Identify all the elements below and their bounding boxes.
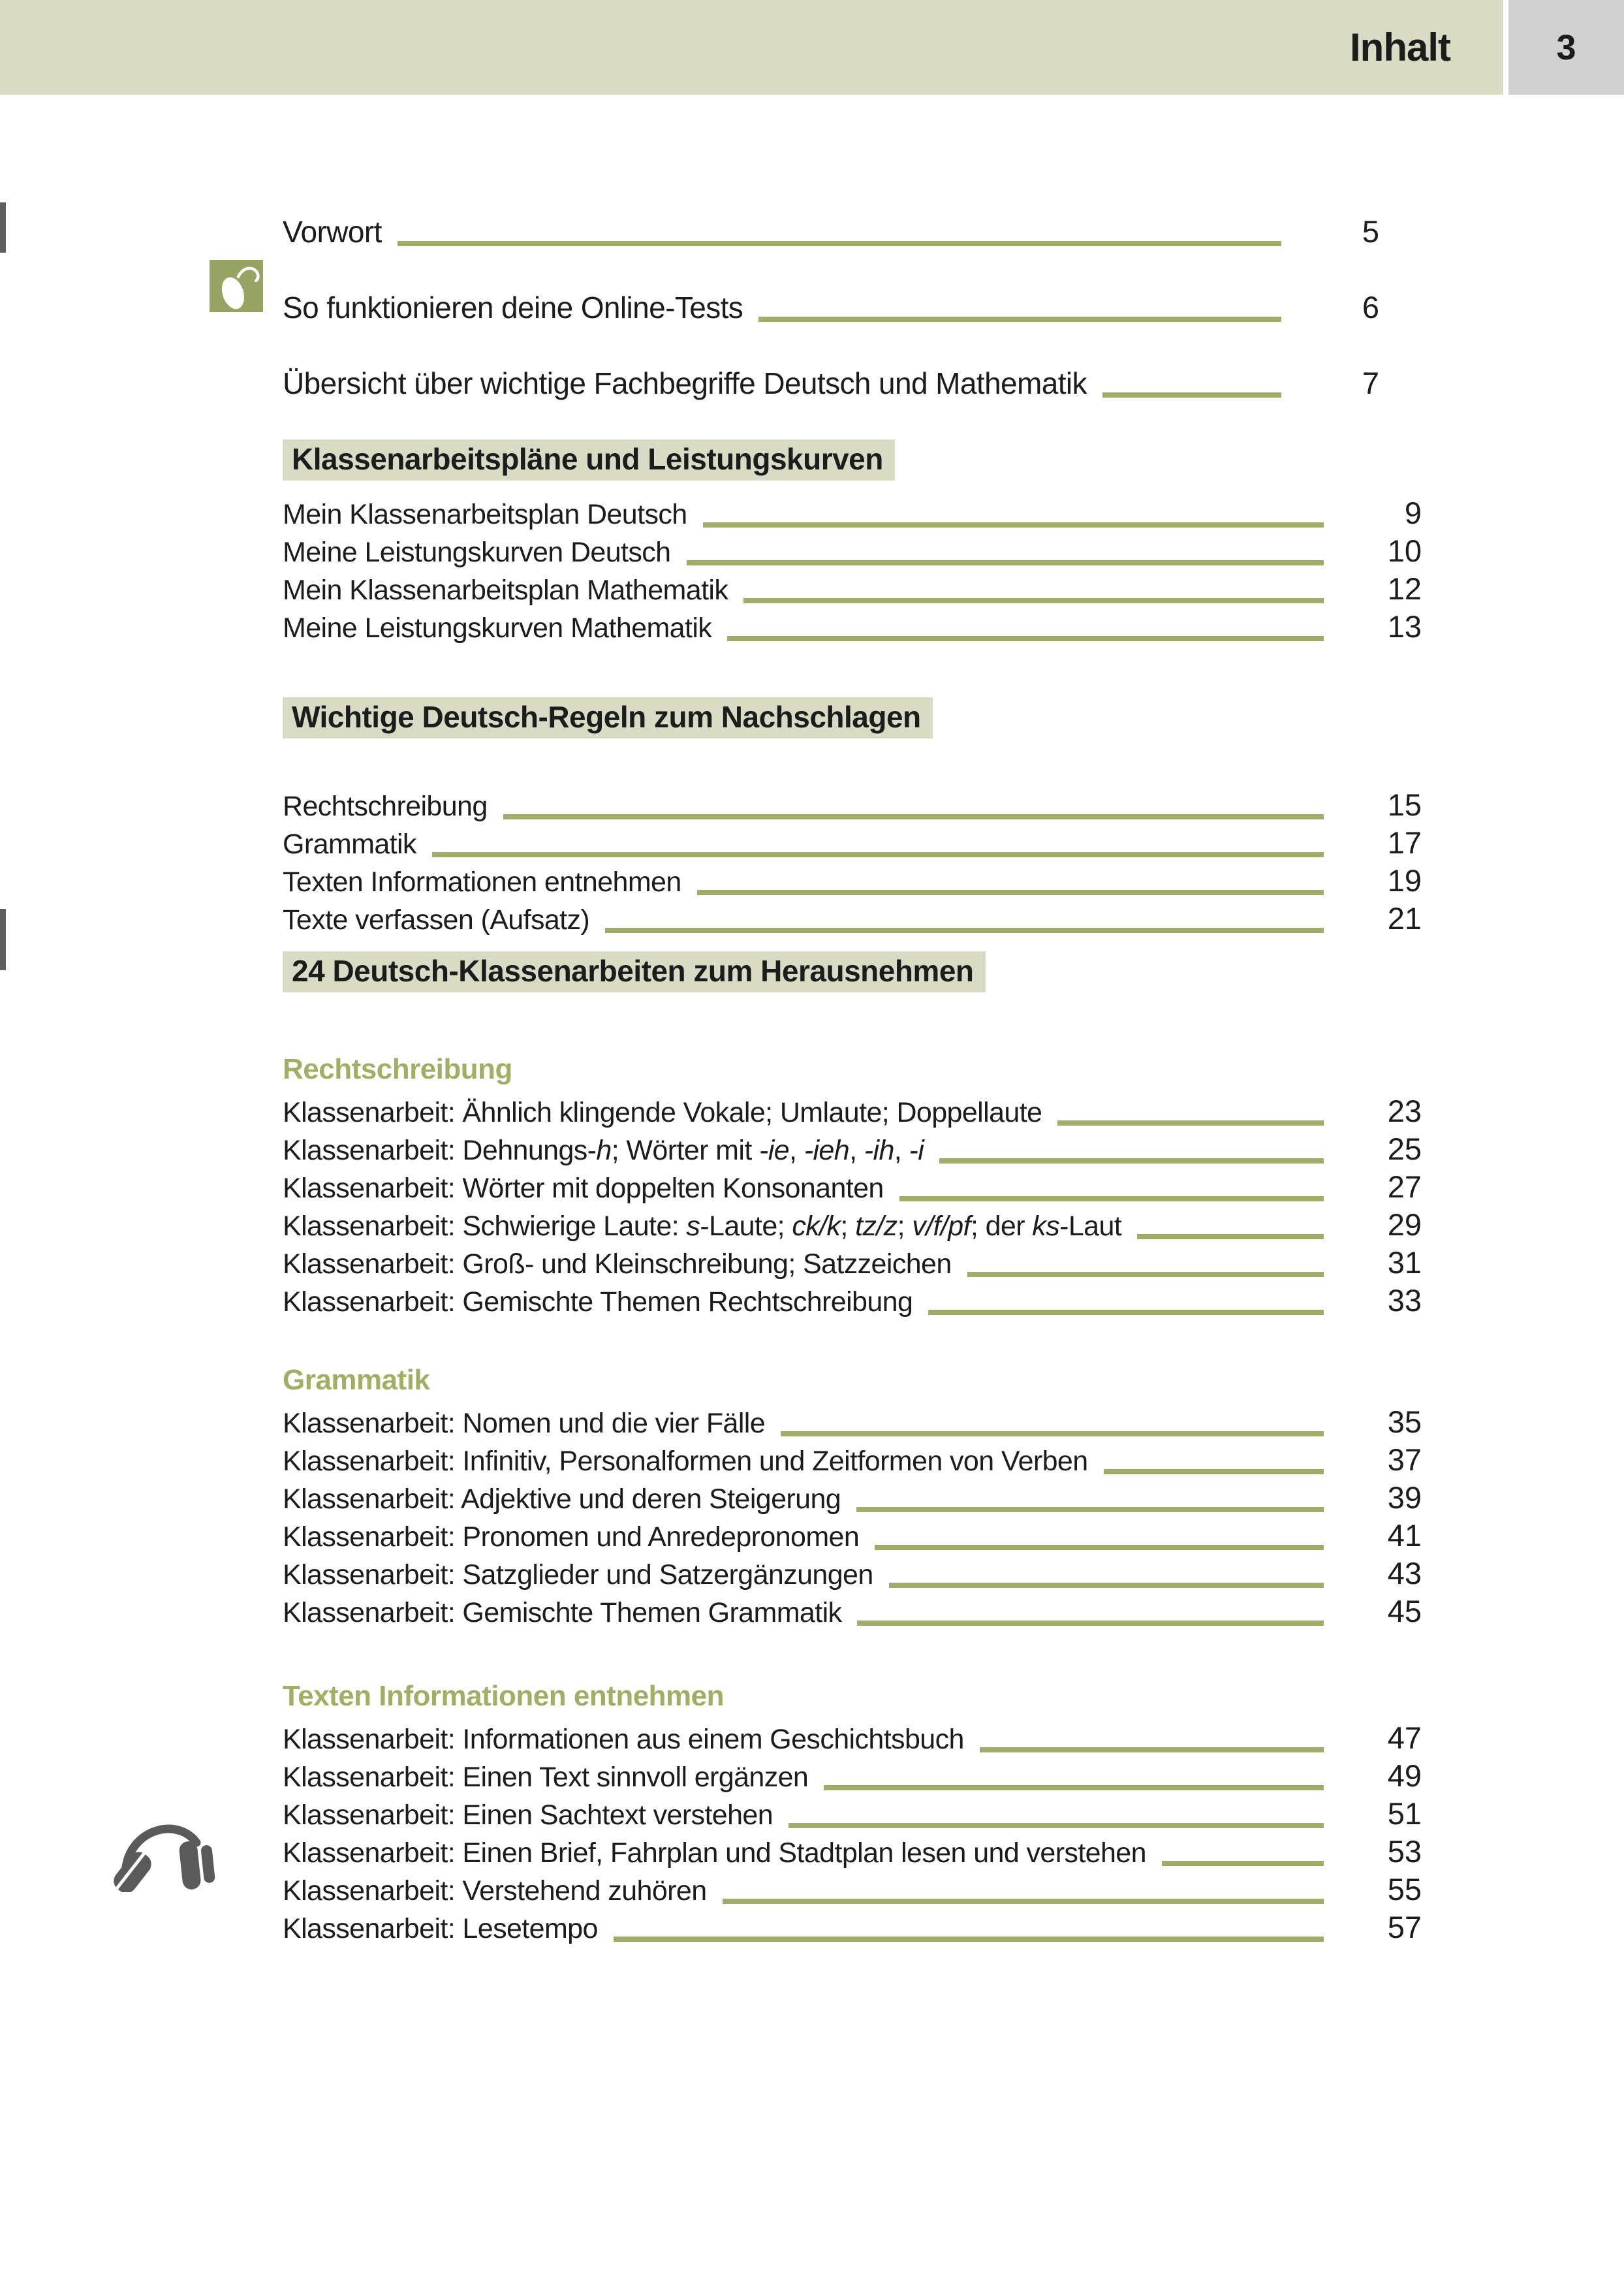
page-number: 35	[1387, 1404, 1422, 1439]
toc-row	[283, 787, 1422, 825]
page-number: 10	[1387, 533, 1422, 568]
toc-entry-label: Klassenarbeit: Dehnungs-h; Wörter mit -ie, -ieh, -ih, -i	[283, 1135, 924, 1166]
toc-entry-label: Mein Klassenarbeitsplan Mathematik	[283, 575, 728, 606]
toc-row	[283, 1093, 1422, 1131]
toc-row	[283, 1593, 1422, 1631]
page-number: 5	[1362, 214, 1379, 249]
toc-entry-label: Klassenarbeit: Schwierige Laute: s-Laute; ck/k; tz/z; v/f/pf; der ks-Laut	[283, 1211, 1122, 1242]
toc-entry-label: Grammatik	[283, 829, 416, 860]
toc-row	[283, 1244, 1422, 1282]
toc-row	[283, 1404, 1422, 1442]
toc-entry-label: Klassenarbeit: Gemischte Themen Rechtschreibung	[283, 1286, 913, 1318]
page-number: 7	[1362, 366, 1379, 400]
leader-line	[980, 1747, 1324, 1752]
toc-entry-label: Klassenarbeit: Wörter mit doppelten Konsonanten	[283, 1173, 884, 1204]
page-number: 15	[1387, 787, 1422, 822]
toc-entry-label: Meine Leistungskurven Deutsch	[283, 537, 671, 568]
toc-row	[283, 1282, 1422, 1320]
toc-entry-label: Klassenarbeit: Groß- und Kleinschreibung; Satzzeichen	[283, 1248, 952, 1280]
leader-line	[687, 560, 1324, 565]
toc-row	[283, 495, 1422, 533]
page-number: 27	[1387, 1169, 1422, 1204]
page-number: 55	[1387, 1872, 1422, 1907]
toc-entry-label: Texte verfassen (Aufsatz)	[283, 904, 590, 936]
leader-line	[928, 1310, 1324, 1315]
page-number: 49	[1387, 1758, 1422, 1793]
toc-entry-label: Texten Informationen entnehmen	[283, 866, 681, 898]
leader-line	[967, 1272, 1324, 1277]
toc-row	[283, 825, 1422, 863]
toc-entry-label: Klassenarbeit: Nomen und die vier Fälle	[283, 1408, 766, 1439]
leader-line	[889, 1583, 1324, 1588]
page-number-box	[1508, 0, 1624, 95]
toc-entry-label: Klassenarbeit: Ähnlich klingende Vokale; Umlaute; Doppellaute	[283, 1097, 1042, 1128]
page-title: Inhalt	[1350, 25, 1450, 69]
page-number: 39	[1387, 1480, 1422, 1515]
page-number-value: 3	[1556, 27, 1576, 67]
leader-line	[398, 241, 1281, 246]
leader-line	[899, 1196, 1324, 1201]
computer-mouse-icon	[210, 260, 263, 312]
subsection-title: Grammatik	[283, 1364, 430, 1396]
toc-entry-label: Klassenarbeit: Lesetempo	[283, 1913, 598, 1944]
leader-line	[605, 928, 1324, 933]
leader-line	[758, 317, 1281, 322]
page-number: 19	[1387, 863, 1422, 898]
leader-line	[614, 1937, 1324, 1942]
toc-section	[283, 697, 1422, 938]
page-number: 9	[1404, 496, 1422, 530]
toc-row	[283, 214, 1379, 250]
page-number: 43	[1387, 1556, 1422, 1591]
section-heading-wrap	[283, 697, 1422, 738]
leader-line	[939, 1158, 1324, 1163]
page-number: 45	[1387, 1594, 1422, 1628]
toc-row	[283, 609, 1422, 646]
toc-entry-label: Klassenarbeit: Infinitiv, Personalformen und Zeitformen von Verben	[283, 1446, 1088, 1477]
page-number: 37	[1387, 1442, 1422, 1477]
toc-row	[283, 1207, 1422, 1244]
toc-row	[283, 1517, 1422, 1555]
leader-line	[1137, 1234, 1324, 1239]
toc-row	[283, 289, 1379, 326]
toc-row	[283, 1169, 1422, 1207]
edge-mark	[0, 202, 6, 253]
page-number: 33	[1387, 1283, 1422, 1318]
leader-line	[857, 1621, 1324, 1626]
toc-entry-label: Klassenarbeit: Einen Text sinnvoll ergänzen	[283, 1762, 809, 1793]
section-heading: Klassenarbeitspläne und Leistungskurven	[283, 439, 895, 481]
page-number: 6	[1362, 290, 1379, 324]
toc-entry-label: Mein Klassenarbeitsplan Deutsch	[283, 499, 687, 530]
toc-row	[283, 1720, 1422, 1758]
leader-line	[781, 1431, 1324, 1436]
toc-row	[283, 1555, 1422, 1593]
leader-line	[697, 890, 1324, 895]
toc-section	[283, 951, 1422, 1947]
toc-entry-label: Klassenarbeit: Verstehend zuhören	[283, 1875, 707, 1907]
headphones-icon	[106, 1807, 217, 1892]
page-number: 31	[1387, 1245, 1422, 1280]
toc-rows	[283, 1404, 1422, 1631]
toc-entry-label: Rechtschreibung	[283, 791, 488, 822]
toc-entry-label: Übersicht über wichtige Fachbegriffe Deutsch und Mathematik	[283, 366, 1087, 400]
toc-row	[283, 1480, 1422, 1517]
leader-line	[743, 598, 1324, 603]
leader-line	[503, 814, 1324, 819]
page-number: 29	[1387, 1207, 1422, 1242]
page-number: 25	[1387, 1132, 1422, 1166]
toc-row	[283, 1442, 1422, 1480]
subsection-title: Texten Informationen entnehmen	[283, 1680, 725, 1712]
page-number: 21	[1387, 901, 1422, 936]
page-number: 57	[1387, 1910, 1422, 1944]
toc-row	[283, 1871, 1422, 1909]
toc-subsection	[283, 1682, 1422, 1947]
toc-rows	[283, 1093, 1422, 1320]
toc-subsection	[283, 1366, 1422, 1631]
leader-line	[1162, 1861, 1324, 1866]
toc-row	[283, 900, 1422, 938]
toc-entry-label: Klassenarbeit: Einen Brief, Fahrplan und Stadtplan lesen und verstehen	[283, 1837, 1146, 1869]
page-number: 12	[1387, 571, 1422, 606]
toc-row	[283, 571, 1422, 609]
toc-entry-label: Meine Leistungskurven Mathematik	[283, 612, 712, 644]
page-number: 47	[1387, 1720, 1422, 1755]
page-number: 51	[1387, 1796, 1422, 1831]
toc-intro-block	[283, 214, 1379, 402]
page-number: 17	[1387, 825, 1422, 860]
leader-line	[1102, 392, 1281, 398]
page-number: 53	[1387, 1834, 1422, 1869]
section-heading-wrap	[283, 439, 1422, 481]
subsection-title: Rechtschreibung	[283, 1053, 512, 1085]
toc-entry-label: Klassenarbeit: Gemischte Themen Grammatik	[283, 1597, 842, 1628]
toc-entry-label: Vorwort	[283, 215, 382, 249]
toc-row	[283, 1758, 1422, 1796]
leader-line	[727, 636, 1324, 641]
toc-entry-label: Klassenarbeit: Satzglieder und Satzergänzungen	[283, 1559, 873, 1591]
toc-section	[283, 439, 1422, 646]
toc-rows	[283, 1720, 1422, 1947]
toc-content	[283, 95, 1422, 1947]
toc-rows	[283, 787, 1422, 938]
toc-row	[283, 365, 1379, 402]
toc-entry-label: Klassenarbeit: Informationen aus einem Geschichtsbuch	[283, 1724, 964, 1755]
section-heading: Wichtige Deutsch-Regeln zum Nachschlagen	[283, 697, 933, 738]
page-number: 23	[1387, 1094, 1422, 1128]
edge-mark	[0, 909, 6, 970]
leader-line	[856, 1507, 1324, 1512]
toc-row	[283, 1796, 1422, 1833]
leader-line	[875, 1545, 1324, 1550]
section-heading-wrap	[283, 951, 1422, 992]
toc-row	[283, 533, 1422, 571]
leader-line	[789, 1823, 1324, 1828]
toc-row	[283, 1833, 1422, 1871]
leader-line	[703, 522, 1324, 528]
toc-row	[283, 863, 1422, 900]
toc-entry-label: So funktionieren deine Online-Tests	[283, 291, 743, 324]
toc-rows	[283, 495, 1422, 646]
toc-row	[283, 1909, 1422, 1947]
toc-subsection	[283, 1055, 1422, 1320]
toc-entry-label: Klassenarbeit: Pronomen und Anredepronomen	[283, 1521, 860, 1553]
toc-entry-label: Klassenarbeit: Adjektive und deren Steigerung	[283, 1483, 841, 1515]
toc-entry-label: Klassenarbeit: Einen Sachtext verstehen	[283, 1799, 773, 1831]
page-number: 13	[1387, 609, 1422, 644]
leader-line	[824, 1785, 1324, 1790]
leader-line	[432, 852, 1324, 857]
toc-row	[283, 1131, 1422, 1169]
leader-line	[723, 1899, 1324, 1904]
leader-line	[1104, 1469, 1324, 1474]
leader-line	[1057, 1120, 1324, 1126]
header-band	[0, 0, 1503, 95]
page-number: 41	[1387, 1518, 1422, 1553]
section-heading: 24 Deutsch-Klassenarbeiten zum Herausnehmen	[283, 951, 986, 992]
toc-body	[283, 439, 1422, 1947]
